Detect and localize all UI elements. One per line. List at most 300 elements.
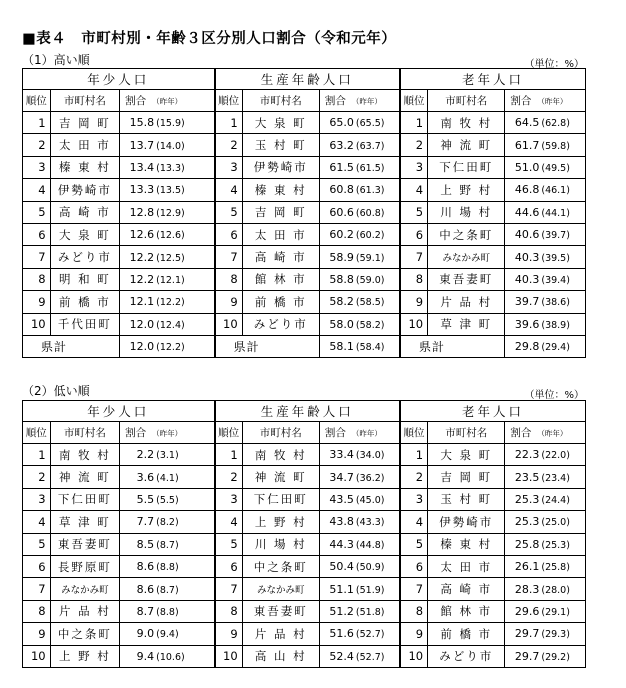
municipality-name: 神 流 町 [242,466,319,488]
ratio-cell [319,313,400,335]
prev-year-value: (8.7) [156,539,179,551]
rank-cell: 3 [215,156,243,178]
rank-cell: 8 [23,268,51,290]
ratio-cell [120,246,215,268]
high-ranking-table [22,68,586,358]
prev-year-value: (59.8) [541,140,570,152]
prev-year-value: (28.0) [541,584,570,596]
municipality-name: 上 野 村 [428,179,505,201]
header-rank: 順位 [400,90,428,112]
ratio-cell [319,533,400,555]
ratio-value: 2.2 [136,448,155,462]
header-rank: 順位 [23,90,51,112]
ratio-cell [505,555,586,577]
ratio-cell [120,112,215,134]
ratio-cell [319,268,400,290]
prev-year-value: (14.0) [156,140,185,152]
header-ratio [120,422,215,444]
prev-year-value: (8.7) [156,584,179,596]
rank-cell: 3 [23,488,51,510]
municipality-name: 前 橋 市 [242,291,319,313]
ratio-value: 5.5 [136,492,155,506]
ratio-value: 8.6 [136,560,155,574]
ratio-value: 65.0 [329,116,354,130]
high-section-subtitle: （1）高い順 [22,53,90,67]
table-row [23,291,586,313]
prev-year-value: (61.5) [355,162,385,174]
ratio-cell [319,444,400,466]
municipality-name: 玉 村 町 [242,134,319,156]
ratio-cell [120,201,215,223]
header-ratio [505,90,586,112]
municipality-name: 東吾妻町 [50,533,120,555]
header-ratio [319,422,400,444]
prev-year-value: (62.8) [541,118,570,130]
rank-cell: 9 [215,623,243,645]
ratio-value: 7.7 [136,515,155,529]
municipality-name: 上 野 村 [50,645,120,667]
ratio-value: 43.5 [329,492,354,506]
prev-year-value: (38.9) [541,319,570,331]
prefecture-total-row [23,335,586,357]
table-row [23,112,586,134]
prev-year-value: (59.0) [355,274,385,286]
municipality-name: 榛 東 村 [242,179,319,201]
ratio-value: 13.7 [129,138,155,152]
ratio-value: 8.5 [136,537,155,551]
table-row [23,555,586,577]
ratio-cell [319,600,400,622]
rank-cell: 8 [400,600,428,622]
rank-cell: 7 [215,246,243,268]
ratio-value: 44.3 [329,537,354,551]
ratio-value: 12.0 [129,317,155,331]
group-header-elderly: 老年人口 [400,69,586,90]
total-prev-value: (29.4) [541,341,570,353]
rank-cell: 3 [23,156,51,178]
municipality-name: みどり市 [242,313,319,335]
ratio-cell [319,223,400,245]
ratio-cell [319,134,400,156]
table-row [23,533,586,555]
municipality-name: 長野原町 [50,555,120,577]
ratio-cell [120,179,215,201]
ratio-value: 40.3 [514,272,540,286]
header-rank: 順位 [215,90,243,112]
ratio-cell [319,156,400,178]
municipality-name: 大 泉 町 [428,444,505,466]
ratio-cell [505,179,586,201]
ratio-cell [319,645,400,667]
rank-cell: 5 [400,533,428,555]
header-ratio-label: 割合 [125,427,147,439]
total-ratio-value: 29.8 [514,339,540,353]
table-row [23,623,586,645]
rank-cell: 9 [400,291,428,313]
ratio-value: 3.6 [136,470,155,484]
rank-cell: 1 [23,112,51,134]
municipality-name: 太 田 市 [242,223,319,245]
prev-year-value: (12.2) [156,297,185,309]
municipality-name: 伊勢崎市 [428,511,505,533]
header-prev-label: （昨年） [351,97,382,106]
ratio-value: 40.3 [514,250,540,264]
total-label: 県計 [215,335,320,357]
municipality-name: 伊勢崎市 [50,179,120,201]
ratio-cell [120,488,215,510]
municipality-name: 高 山 村 [242,645,319,667]
rank-cell: 10 [215,313,243,335]
municipality-name: 東吾妻町 [242,600,319,622]
ratio-value: 13.4 [129,160,155,174]
ratio-value: 58.2 [329,295,354,309]
ratio-value: 64.5 [514,116,540,130]
ratio-value: 34.7 [329,470,354,484]
total-label: 県計 [23,335,120,357]
rank-cell: 4 [400,511,428,533]
prev-year-value: (25.8) [541,562,570,574]
prev-year-value: (52.7) [355,651,385,663]
table-row [23,223,586,245]
rank-cell: 6 [215,223,243,245]
header-ratio-label: 割合 [510,427,532,439]
municipality-name: 神 流 町 [428,134,505,156]
municipality-name: 館 林 市 [242,268,319,290]
ratio-value: 23.5 [514,470,540,484]
rank-cell: 9 [23,291,51,313]
municipality-name: 高 崎 市 [242,246,319,268]
ratio-cell [505,488,586,510]
municipality-name: 南 牧 村 [50,444,120,466]
ratio-cell [319,466,400,488]
rank-cell: 4 [23,179,51,201]
rank-cell: 2 [23,466,51,488]
prev-year-value: (39.7) [541,230,570,242]
municipality-name: 大 泉 町 [50,223,120,245]
ratio-cell [120,511,215,533]
ratio-cell [120,156,215,178]
municipality-name: 南 牧 村 [242,444,319,466]
prev-year-value: (50.9) [355,562,385,574]
rank-cell: 7 [215,578,243,600]
ratio-cell [120,291,215,313]
ratio-value: 51.6 [329,627,354,641]
total-ratio-cell [319,335,400,357]
municipality-name: 片 品 村 [50,600,120,622]
prev-year-value: (39.4) [541,274,570,286]
ratio-value: 43.8 [329,515,354,529]
prev-year-value: (25.0) [541,517,570,529]
unit-label-high: （単位：%） [524,59,584,70]
municipality-name: 千代田町 [50,313,120,335]
prev-year-value: (44.8) [355,539,385,551]
rank-cell: 4 [215,511,243,533]
ratio-value: 40.6 [514,228,540,242]
municipality-name: 明 和 町 [50,268,120,290]
header-name: 市町村名 [428,90,505,112]
ratio-value: 9.4 [136,649,155,663]
prev-year-value: (15.9) [156,118,185,130]
rank-cell: 6 [400,555,428,577]
rank-cell: 2 [400,134,428,156]
rank-cell: 9 [400,623,428,645]
header-ratio-label: 割合 [510,95,532,107]
ratio-value: 25.3 [514,515,540,529]
ratio-value: 63.2 [329,138,354,152]
municipality-name: 館 林 市 [428,600,505,622]
prev-year-value: (10.6) [156,651,185,663]
table-row [23,578,586,600]
header-prev-label: （昨年） [152,97,183,106]
ratio-cell [319,511,400,533]
ratio-cell [120,313,215,335]
municipality-name: 下仁田町 [50,488,120,510]
rank-cell: 1 [400,444,428,466]
ratio-cell [319,112,400,134]
ratio-cell [505,223,586,245]
ratio-cell [120,466,215,488]
ratio-cell [505,291,586,313]
municipality-name: 太 田 市 [428,555,505,577]
group-header-youth: 年少人口 [23,401,215,422]
prev-year-value: (49.5) [541,162,570,174]
prev-year-value: (39.5) [541,252,570,264]
ratio-cell [505,578,586,600]
ratio-cell [319,578,400,600]
header-ratio [505,422,586,444]
ratio-cell [319,201,400,223]
ratio-cell [505,444,586,466]
ratio-cell [319,291,400,313]
rank-cell: 6 [23,223,51,245]
rank-cell: 10 [23,645,51,667]
municipality-name: 上 野 村 [242,511,319,533]
municipality-name: 高 崎 市 [50,201,120,223]
prev-year-value: (13.5) [156,185,185,197]
ratio-cell [505,112,586,134]
rank-cell: 5 [215,533,243,555]
ratio-value: 58.8 [329,272,354,286]
municipality-name: 榛 東 村 [428,533,505,555]
rank-cell: 4 [400,179,428,201]
header-ratio [120,90,215,112]
municipality-name: 大 泉 町 [242,112,319,134]
header-prev-label: （昨年） [537,97,568,106]
ratio-value: 8.7 [136,604,155,618]
ratio-value: 12.2 [129,272,155,286]
municipality-name: 片 品 村 [242,623,319,645]
municipality-name: 伊勢崎市 [242,156,319,178]
prev-year-value: (9.4) [156,629,179,641]
table-row [23,645,586,667]
ratio-value: 12.8 [129,205,155,219]
group-header-elderly: 老年人口 [400,401,586,422]
unit-label-low: （単位：%） [524,390,584,401]
table-row [23,179,586,201]
municipality-name: 前 橋 市 [50,291,120,313]
table-row [23,600,586,622]
municipality-name: みなかみ町 [50,578,120,600]
prev-year-value: (60.2) [355,230,385,242]
municipality-name: 吉 岡 町 [428,466,505,488]
header-name: 市町村名 [50,90,120,112]
ratio-value: 52.4 [329,649,354,663]
prev-year-value: (63.7) [355,140,385,152]
ratio-cell [120,578,215,600]
header-name: 市町村名 [242,422,319,444]
municipality-name: 東吾妻町 [428,268,505,290]
ratio-cell [319,623,400,645]
header-ratio-label: 割合 [324,95,346,107]
ratio-value: 60.8 [329,183,354,197]
ratio-value: 22.3 [514,448,540,462]
ratio-cell [120,623,215,645]
ratio-cell [505,600,586,622]
prev-year-value: (29.3) [541,629,570,641]
ratio-value: 28.3 [514,582,540,596]
header-name: 市町村名 [242,90,319,112]
municipality-name: 下仁田町 [428,156,505,178]
rank-cell: 10 [400,313,428,335]
header-ratio-label: 割合 [324,427,346,439]
rank-cell: 1 [23,444,51,466]
rank-cell: 7 [400,246,428,268]
rank-cell: 7 [23,578,51,600]
prev-year-value: (8.8) [156,606,179,618]
header-rank: 順位 [400,422,428,444]
header-ratio [319,90,400,112]
rank-cell: 6 [23,555,51,577]
prev-year-value: (5.5) [156,494,179,506]
ratio-value: 15.8 [129,116,155,130]
prev-year-value: (65.5) [355,118,385,130]
prev-year-value: (45.0) [355,494,385,506]
rank-cell: 7 [23,246,51,268]
prev-year-value: (22.0) [541,450,570,462]
rank-cell: 1 [215,444,243,466]
municipality-name: 高 崎 市 [428,578,505,600]
rank-cell: 8 [23,600,51,622]
ratio-value: 44.6 [514,205,540,219]
prev-year-value: (52.7) [355,629,385,641]
ratio-cell [120,223,215,245]
ratio-value: 60.6 [329,205,354,219]
prev-year-value: (12.9) [156,207,185,219]
ratio-cell [505,156,586,178]
ratio-cell [505,268,586,290]
rank-cell: 8 [215,268,243,290]
prev-year-value: (12.5) [156,252,185,264]
total-ratio-value: 12.0 [129,339,155,353]
municipality-name: 神 流 町 [50,466,120,488]
low-ranking-table [22,400,586,668]
header-ratio-label: 割合 [125,95,147,107]
prev-year-value: (59.1) [355,252,385,264]
rank-cell: 9 [215,291,243,313]
header-prev-label: （昨年） [537,429,568,438]
prev-year-value: (25.3) [541,539,570,551]
rank-cell: 10 [400,645,428,667]
ratio-cell [319,246,400,268]
prev-year-value: (60.8) [355,207,385,219]
ratio-value: 61.5 [329,160,354,174]
municipality-name: 前 橋 市 [428,623,505,645]
municipality-name: 吉 岡 町 [50,112,120,134]
ratio-cell [120,268,215,290]
table-row [23,488,586,510]
prev-year-value: (8.2) [156,517,179,529]
municipality-name: 榛 東 村 [50,156,120,178]
group-header-youth: 年少人口 [23,69,215,90]
ratio-value: 12.2 [129,250,155,264]
rank-cell: 6 [400,223,428,245]
rank-cell: 10 [215,645,243,667]
ratio-value: 9.0 [136,627,155,641]
header-prev-label: （昨年） [152,429,183,438]
ratio-value: 13.3 [129,183,155,197]
ratio-value: 26.1 [514,560,540,574]
ratio-cell [505,623,586,645]
total-ratio-value: 58.1 [329,339,354,353]
rank-cell: 3 [400,156,428,178]
header-prev-label: （昨年） [351,429,382,438]
prev-year-value: (29.1) [541,606,570,618]
total-ratio-cell [505,335,586,357]
prev-year-value: (58.5) [355,297,385,309]
municipality-name: 川 場 村 [242,533,319,555]
ratio-cell [120,645,215,667]
ratio-value: 60.2 [329,228,354,242]
ratio-cell [505,511,586,533]
municipality-name: みなかみ町 [428,246,505,268]
rank-cell: 2 [23,134,51,156]
municipality-name: みどり市 [428,645,505,667]
header-name: 市町村名 [50,422,120,444]
page-title: ■表４ 市町村別・年齢３区分別人口割合（令和元年） [22,31,397,47]
ratio-value: 29.6 [514,604,540,618]
ratio-value: 51.1 [329,582,354,596]
prev-year-value: (29.2) [541,651,570,663]
municipality-name: 中之条町 [242,555,319,577]
table-row [23,156,586,178]
total-ratio-cell [120,335,215,357]
rank-cell: 10 [23,313,51,335]
ratio-value: 12.6 [129,228,155,242]
table-row [23,444,586,466]
ratio-value: 50.4 [329,560,354,574]
municipality-name: 片 品 村 [428,291,505,313]
group-header-working: 生産年齢人口 [215,69,400,90]
rank-cell: 8 [400,268,428,290]
prev-year-value: (61.3) [355,185,385,197]
ratio-cell [505,645,586,667]
prev-year-value: (8.8) [156,562,179,574]
prev-year-value: (3.1) [156,450,179,462]
table-row [23,511,586,533]
rank-cell: 3 [400,488,428,510]
rank-cell: 2 [215,466,243,488]
ratio-cell [120,134,215,156]
ratio-cell [120,533,215,555]
table-row [23,246,586,268]
ratio-value: 58.9 [329,250,354,264]
total-label: 県計 [400,335,505,357]
ratio-value: 29.7 [514,649,540,663]
prev-year-value: (51.9) [355,584,385,596]
municipality-name: 太 田 市 [50,134,120,156]
rank-cell: 6 [215,555,243,577]
ratio-cell [505,313,586,335]
